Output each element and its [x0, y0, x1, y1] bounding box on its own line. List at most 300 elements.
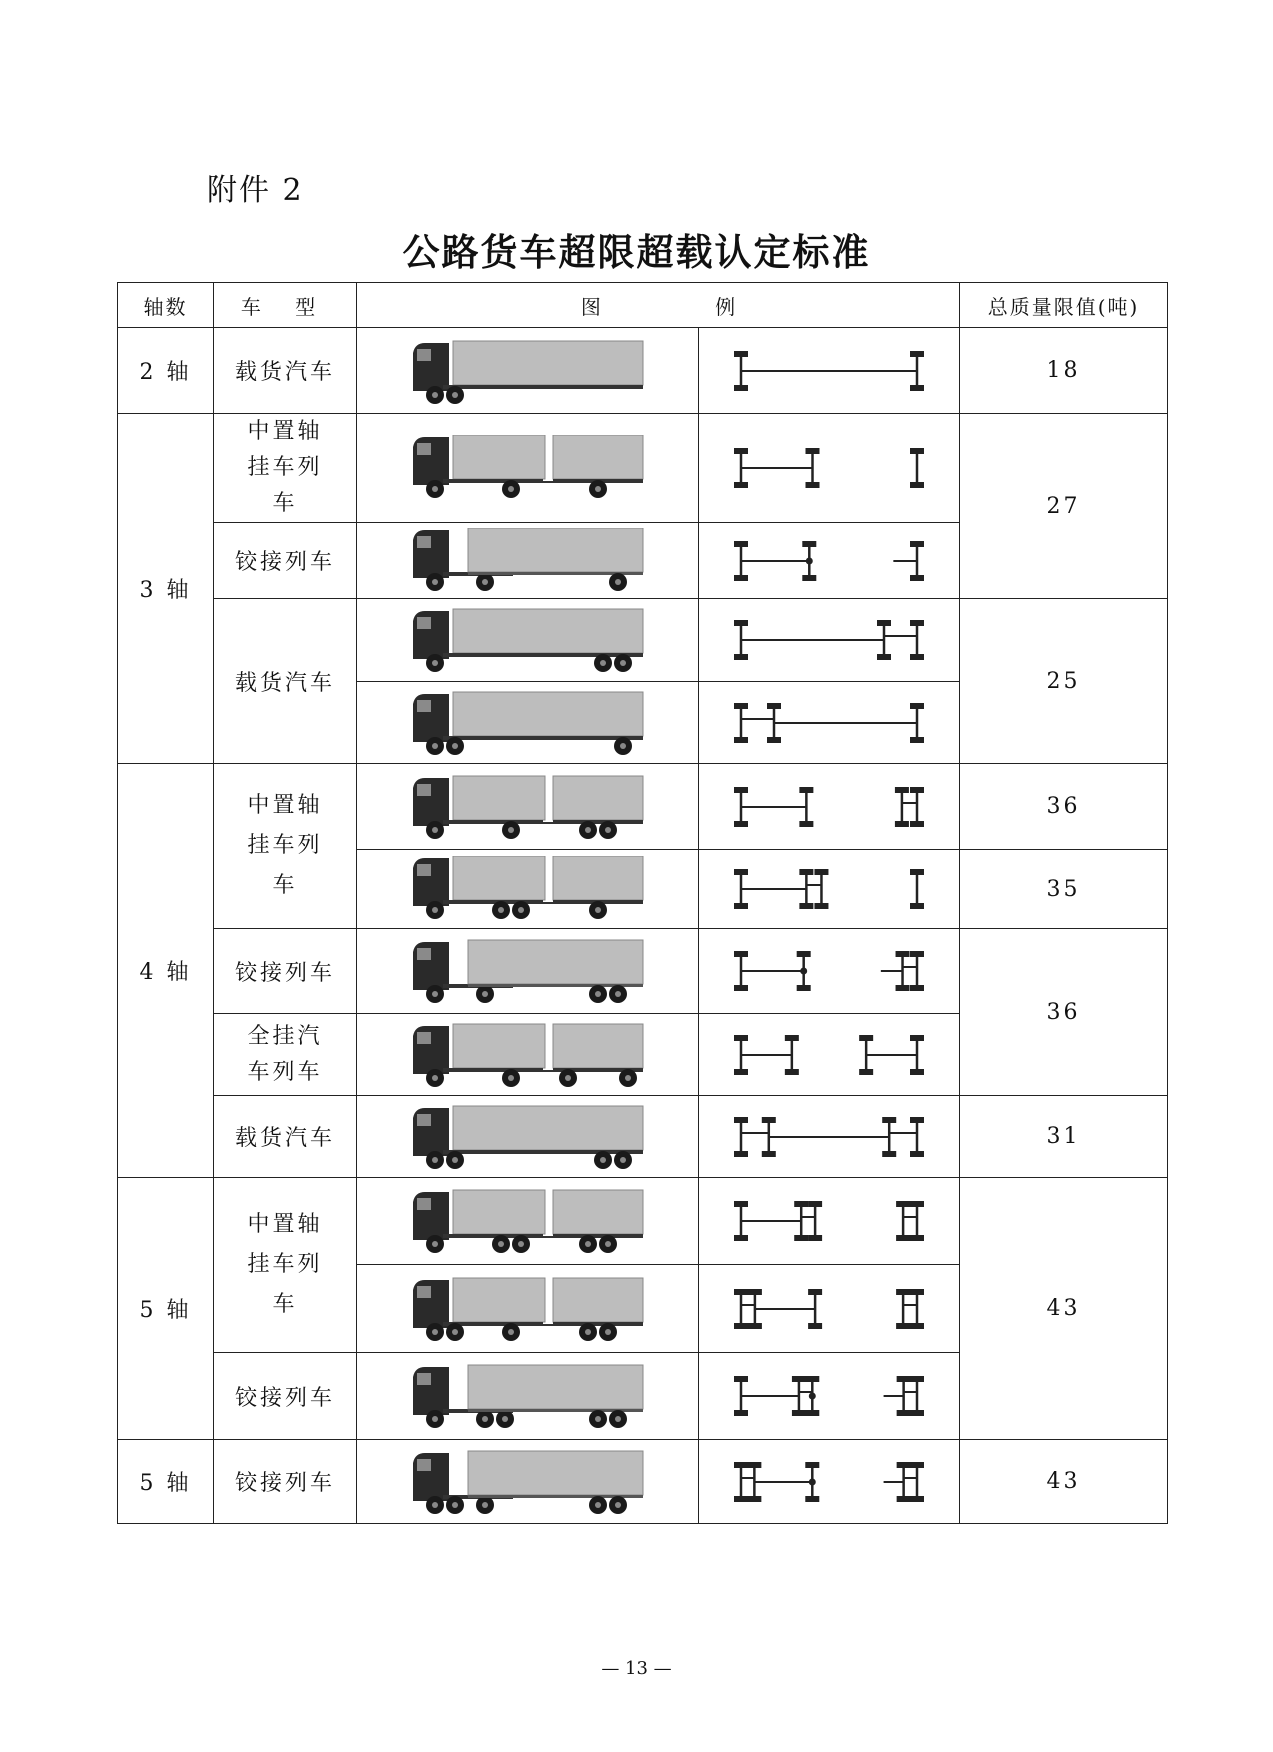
cargo-box: [453, 609, 643, 653]
wheel-block: [896, 951, 910, 957]
axle-diagram: [729, 533, 929, 589]
wheel-hub: [595, 486, 601, 492]
axle-diagram: [729, 942, 929, 1000]
wheel-hub: [585, 827, 591, 833]
wheel-hub: [620, 743, 626, 749]
drawbar-link: [543, 822, 553, 824]
windshield-shape: [417, 1032, 431, 1044]
cargo-box: [453, 1024, 545, 1068]
wheel-hub: [432, 579, 438, 585]
table-header-row: [118, 283, 1168, 328]
wheel-block: [748, 1323, 762, 1329]
axle-diagram: [729, 694, 929, 752]
vehicle-type-label: 中置轴挂车列车: [247, 419, 323, 516]
truck-illustration: [403, 936, 653, 1006]
wheel-block: [806, 482, 820, 488]
vehicle-type-label: 中置轴挂车列车: [247, 1212, 323, 1317]
wheel-block: [808, 1323, 822, 1329]
wheel-block: [734, 1201, 748, 1207]
wheel-hub: [432, 991, 438, 997]
wheel-hub: [432, 1241, 438, 1247]
wheel-block: [910, 482, 924, 488]
cargo-box: [553, 1024, 643, 1068]
vehicle-type-cell: [214, 1178, 357, 1353]
wheel-hub: [595, 1416, 601, 1422]
axle-diagram-cell: [699, 1265, 960, 1353]
drawbar-link: [543, 902, 553, 904]
wheel-block: [910, 1496, 924, 1502]
wheel-hub: [482, 1416, 488, 1422]
chassis-bar: [443, 1068, 543, 1072]
cargo-box: [453, 776, 545, 820]
wheel-block: [794, 1201, 808, 1207]
wheel-block: [808, 1235, 822, 1241]
wheel-hub: [498, 907, 504, 913]
wheel-block: [802, 541, 816, 547]
wheel-block: [762, 1151, 776, 1157]
wheel-block: [734, 821, 748, 827]
wheel-block: [805, 1496, 819, 1502]
cargo-box: [468, 1365, 643, 1409]
wheel-hub: [508, 1075, 514, 1081]
axle-diagram: [729, 1192, 929, 1250]
vehicle-type-cell: 载货汽车: [214, 1096, 357, 1178]
wheel-hub: [482, 991, 488, 997]
wheel-block: [805, 1410, 819, 1416]
cargo-box: [453, 341, 643, 385]
wheel-hub: [432, 660, 438, 666]
wheel-block: [747, 1462, 761, 1468]
chassis-bar: [553, 1322, 643, 1326]
drawbar-link: [543, 1070, 553, 1072]
header-vehicle-type: 车 型: [214, 283, 357, 328]
axle-diagram: [729, 1108, 929, 1166]
mass-limit-cell: 18: [960, 328, 1168, 414]
wheel-hub: [605, 827, 611, 833]
wheel-hub: [508, 486, 514, 492]
wheel-block: [799, 903, 813, 909]
page-number: — 13 —: [601, 1658, 672, 1679]
vehicle-type-cell: 铰接列车: [214, 929, 357, 1014]
wheel-hub: [508, 1329, 514, 1335]
wheel-block: [910, 1151, 924, 1157]
wheel-hub: [625, 1075, 631, 1081]
vehicle-image-cell: [357, 682, 699, 764]
wheel-block: [910, 351, 924, 357]
wheel-block: [734, 951, 748, 957]
vehicle-type-cell: 铰接列车: [214, 1440, 357, 1524]
truck-illustration: [403, 605, 653, 675]
wheel-block: [897, 1376, 911, 1382]
wheel-block: [734, 1069, 748, 1075]
chassis-bar: [443, 820, 543, 824]
truck-illustration: [403, 1102, 653, 1172]
coupling-point: [809, 1393, 816, 1400]
wheel-hub: [508, 827, 514, 833]
axle-diagram: [729, 861, 929, 917]
chassis-bar: [553, 1234, 643, 1238]
wheel-block: [734, 448, 748, 454]
wheel-block: [785, 1035, 799, 1041]
cargo-box: [453, 1106, 643, 1150]
attachment-label: 附件 2: [207, 173, 304, 208]
wheel-block: [734, 869, 748, 875]
wheel-block: [859, 1035, 873, 1041]
table-row: [118, 929, 1168, 1014]
axle-diagram-cell: [699, 1178, 960, 1265]
wheel-block: [896, 1289, 910, 1295]
wheel-block: [734, 737, 748, 743]
chassis-bar: [443, 736, 643, 740]
wheel-block: [910, 448, 924, 454]
wheel-block: [896, 985, 910, 991]
truck-illustration: [403, 1361, 653, 1431]
wheel-block: [897, 1462, 911, 1468]
wheel-hub: [432, 1416, 438, 1422]
truck-illustration: [403, 528, 653, 594]
cargo-box: [453, 856, 545, 900]
cargo-box: [453, 435, 545, 479]
wheel-block: [797, 985, 811, 991]
wheel-hub: [595, 991, 601, 997]
axle-diagram-cell: [699, 599, 960, 682]
wheel-block: [734, 985, 748, 991]
coupling-point: [800, 968, 807, 975]
chassis-bar: [443, 479, 543, 483]
wheel-hub: [432, 1075, 438, 1081]
windshield-shape: [417, 617, 431, 629]
wheel-block: [895, 821, 909, 827]
axle-count-cell: 5 轴: [118, 1178, 214, 1440]
axle-diagram-cell: [699, 1440, 960, 1524]
coupling-point: [809, 1478, 816, 1485]
wheel-hub: [600, 660, 606, 666]
wheel-block: [910, 869, 924, 875]
mass-limit-cell: 43: [960, 1440, 1168, 1524]
axle-diagram-cell: [699, 523, 960, 599]
wheel-block: [910, 951, 924, 957]
truck-illustration: [403, 435, 653, 501]
axle-diagram-cell: [699, 1353, 960, 1440]
wheel-block: [734, 787, 748, 793]
axle-diagram: [729, 1026, 929, 1084]
vehicle-image-cell: [357, 1178, 699, 1265]
wheel-block: [910, 1069, 924, 1075]
cargo-box: [553, 856, 643, 900]
axle-diagram: [729, 1367, 929, 1425]
wheel-hub: [432, 1157, 438, 1163]
document-title: 公路货车超限超载认定标准: [402, 230, 871, 274]
windshield-shape: [417, 1286, 431, 1298]
windshield-shape: [417, 1114, 431, 1126]
cargo-box: [468, 528, 643, 572]
axle-diagram-cell: [699, 929, 960, 1014]
wheel-block: [882, 1117, 896, 1123]
wheel-block: [734, 1462, 748, 1468]
wheel-hub: [502, 1416, 508, 1422]
wheel-hub: [595, 1502, 601, 1508]
truck-illustration: [403, 1447, 653, 1517]
wheel-hub: [452, 1502, 458, 1508]
table-row: [118, 1096, 1168, 1178]
wheel-block: [910, 1462, 924, 1468]
wheel-block: [910, 985, 924, 991]
wheel-block: [799, 787, 813, 793]
wheel-block: [734, 541, 748, 547]
truck-illustration: [403, 772, 653, 842]
wheel-block: [767, 737, 781, 743]
wheel-block: [799, 821, 813, 827]
windshield-shape: [417, 784, 431, 796]
wheel-block: [910, 541, 924, 547]
axle-diagram-cell: [699, 414, 960, 523]
wheel-block: [910, 1035, 924, 1041]
axle-count-cell: 3 轴: [118, 414, 214, 764]
vehicle-image-cell: [357, 1353, 699, 1440]
header-illustration: 图 例: [357, 283, 960, 328]
mass-limit-cell: 43: [960, 1178, 1168, 1440]
wheel-hub: [605, 1329, 611, 1335]
wheel-block: [882, 1151, 896, 1157]
table-row: [118, 328, 1168, 414]
wheel-block: [808, 1201, 822, 1207]
wheel-block: [799, 869, 813, 875]
vehicle-type-label: 中置轴挂车列车: [247, 793, 323, 898]
vehicle-image-cell: [357, 328, 699, 414]
vehicle-type-label: 全挂汽车列车: [247, 1023, 323, 1085]
axle-diagram: [729, 341, 929, 401]
wheel-hub: [432, 1329, 438, 1335]
wheel-block: [734, 482, 748, 488]
cargo-box: [553, 776, 643, 820]
chassis-bar: [443, 385, 643, 389]
windshield-shape: [417, 948, 431, 960]
vehicle-image-cell: [357, 1265, 699, 1353]
wheel-block: [910, 575, 924, 581]
wheel-hub: [432, 827, 438, 833]
windshield-shape: [417, 443, 431, 455]
wheel-block: [802, 575, 816, 581]
axle-diagram-cell: [699, 682, 960, 764]
wheel-block: [734, 1035, 748, 1041]
wheel-block: [808, 1289, 822, 1295]
axle-count-cell: 2 轴: [118, 328, 214, 414]
header-gross-mass-limit: 总质量限值(吨): [960, 283, 1168, 328]
vehicle-image-cell: [357, 1014, 699, 1096]
vehicle-type-cell: [214, 1014, 357, 1096]
vehicle-image-cell: [357, 764, 699, 850]
table-row: [118, 414, 1168, 523]
cargo-box: [553, 1190, 643, 1234]
wheel-block: [910, 1201, 924, 1207]
windshield-shape: [417, 536, 431, 548]
axle-diagram-cell: [699, 328, 960, 414]
wheel-block: [814, 869, 828, 875]
axle-diagram: [729, 611, 929, 669]
wheel-block: [792, 1410, 806, 1416]
wheel-block: [734, 1151, 748, 1157]
wheel-block: [877, 620, 891, 626]
wheel-block: [734, 1289, 748, 1295]
wheel-block: [785, 1069, 799, 1075]
wheel-hub: [615, 1502, 621, 1508]
mass-limit-cell: 31: [960, 1096, 1168, 1178]
wheel-hub: [452, 1157, 458, 1163]
wheel-block: [877, 654, 891, 660]
wheel-block: [767, 703, 781, 709]
wheel-block: [734, 903, 748, 909]
wheel-block: [910, 1376, 924, 1382]
wheel-block: [734, 1376, 748, 1382]
wheel-block: [734, 385, 748, 391]
wheel-block: [910, 903, 924, 909]
axle-diagram-cell: [699, 1096, 960, 1178]
truck-illustration: [403, 335, 653, 407]
header-axles: 轴数: [118, 283, 214, 328]
chassis-bar: [443, 1150, 643, 1154]
wheel-hub: [620, 1157, 626, 1163]
vehicle-type-cell: [214, 414, 357, 523]
windshield-shape: [417, 349, 431, 361]
wheel-block: [910, 620, 924, 626]
chassis-bar: [443, 653, 643, 657]
wheel-hub: [565, 1075, 571, 1081]
windshield-shape: [417, 700, 431, 712]
wheel-hub: [595, 907, 601, 913]
wheel-block: [910, 1323, 924, 1329]
wheel-block: [762, 1117, 776, 1123]
truck-illustration: [403, 1186, 653, 1256]
wheel-block: [806, 448, 820, 454]
table-row: [118, 764, 1168, 850]
wheel-hub: [452, 392, 458, 398]
cargo-box: [468, 940, 643, 984]
wheel-hub: [605, 1241, 611, 1247]
vehicle-type-cell: 铰接列车: [214, 1353, 357, 1440]
mass-limit-cell: 27: [960, 414, 1168, 599]
wheel-block: [896, 1201, 910, 1207]
truck-illustration: [403, 1274, 653, 1344]
wheel-hub: [615, 1416, 621, 1422]
wheel-block: [734, 654, 748, 660]
wheel-hub: [482, 579, 488, 585]
truck-illustration: [403, 688, 653, 758]
vehicle-image-cell: [357, 523, 699, 599]
cargo-box: [453, 1190, 545, 1234]
axle-diagram-cell: [699, 764, 960, 850]
wheel-block: [734, 1496, 748, 1502]
wheel-block: [734, 620, 748, 626]
wheel-block: [797, 951, 811, 957]
chassis-bar: [553, 820, 643, 824]
wheel-block: [734, 575, 748, 581]
wheel-block: [910, 703, 924, 709]
wheel-hub: [585, 1329, 591, 1335]
wheel-hub: [432, 392, 438, 398]
wheel-block: [859, 1069, 873, 1075]
wheel-block: [747, 1496, 761, 1502]
table-row: [118, 1178, 1168, 1265]
vehicle-image-cell: [357, 1096, 699, 1178]
wheel-hub: [620, 660, 626, 666]
cargo-box: [468, 1451, 643, 1495]
wheel-block: [895, 787, 909, 793]
wheel-block: [910, 737, 924, 743]
cargo-box: [553, 1278, 643, 1322]
wheel-block: [805, 1462, 819, 1468]
vehicle-image-cell: [357, 850, 699, 929]
wheel-block: [896, 1323, 910, 1329]
wheel-block: [792, 1376, 806, 1382]
drawbar-link: [543, 481, 553, 483]
wheel-block: [910, 1289, 924, 1295]
wheel-block: [748, 1289, 762, 1295]
mass-limit-cell: 36: [960, 764, 1168, 850]
wheel-hub: [432, 486, 438, 492]
wheel-block: [734, 1410, 748, 1416]
cargo-box: [553, 435, 643, 479]
table-row: [118, 1440, 1168, 1524]
windshield-shape: [417, 1198, 431, 1210]
wheel-block: [897, 1410, 911, 1416]
axle-diagram: [729, 1280, 929, 1338]
table-row: [118, 599, 1168, 682]
wheel-hub: [432, 907, 438, 913]
wheel-hub: [615, 579, 621, 585]
wheel-hub: [432, 743, 438, 749]
wheel-block: [910, 787, 924, 793]
axle-diagram: [729, 1453, 929, 1511]
wheel-block: [734, 351, 748, 357]
wheel-block: [910, 654, 924, 660]
axle-diagram-cell: [699, 850, 960, 929]
drawbar-link: [543, 1236, 553, 1238]
coupling-point: [806, 557, 813, 564]
vehicle-type-cell: [214, 764, 357, 929]
wheel-hub: [518, 907, 524, 913]
wheel-hub: [498, 1241, 504, 1247]
cargo-box: [453, 1278, 545, 1322]
vehicle-image-cell: [357, 1440, 699, 1524]
wheel-block: [805, 1376, 819, 1382]
wheel-block: [910, 1235, 924, 1241]
wheel-block: [814, 903, 828, 909]
vehicle-type-cell: 铰接列车: [214, 523, 357, 599]
axle-diagram: [729, 778, 929, 836]
cargo-box: [453, 692, 643, 736]
chassis-bar: [443, 900, 543, 904]
axle-count-cell: 4 轴: [118, 764, 214, 1178]
vehicle-type-cell: 载货汽车: [214, 328, 357, 414]
wheel-block: [734, 1117, 748, 1123]
wheel-hub: [452, 1329, 458, 1335]
wheel-block: [897, 1496, 911, 1502]
overload-standard-table: [117, 282, 1168, 1524]
axle-diagram: [729, 440, 929, 496]
mass-limit-cell: 25: [960, 599, 1168, 764]
wheel-hub: [432, 1502, 438, 1508]
wheel-hub: [585, 1241, 591, 1247]
truck-illustration: [403, 856, 653, 922]
wheel-block: [910, 1117, 924, 1123]
wheel-hub: [518, 1241, 524, 1247]
wheel-block: [734, 1235, 748, 1241]
wheel-block: [734, 703, 748, 709]
chassis-bar: [443, 1234, 543, 1238]
windshield-shape: [417, 1373, 431, 1385]
wheel-block: [910, 1410, 924, 1416]
drawbar-link: [543, 1324, 553, 1326]
